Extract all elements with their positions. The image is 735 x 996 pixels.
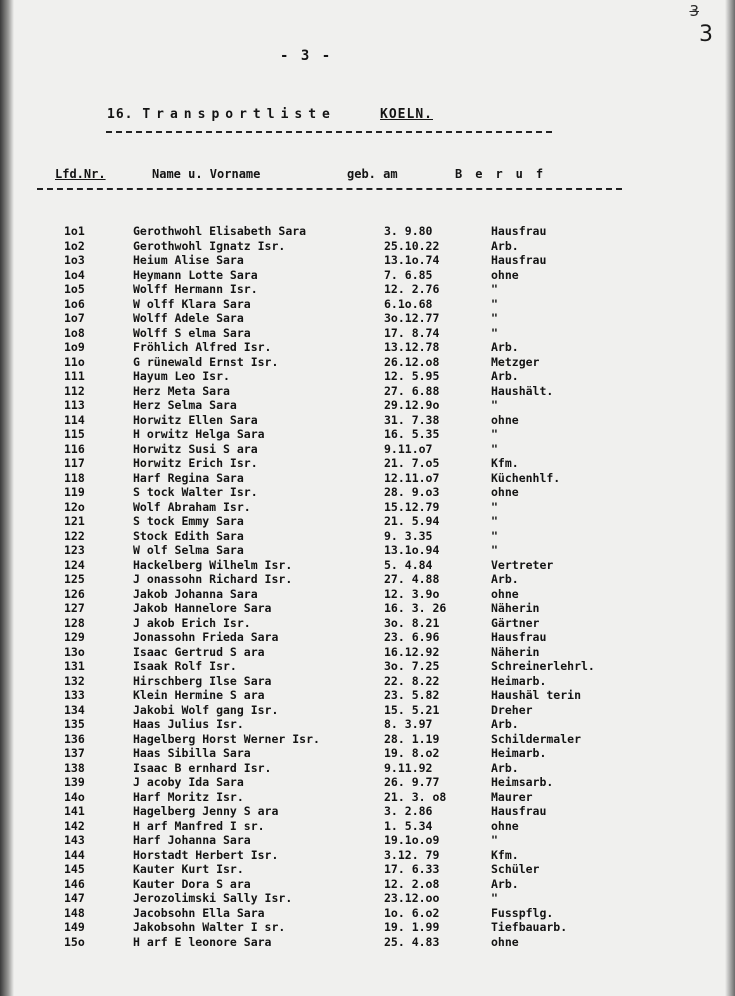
row-birth-date: 12. 3.9o bbox=[384, 586, 440, 601]
list-row bbox=[0, 761, 735, 776]
row-number: 128 bbox=[64, 615, 85, 630]
row-birth-date: 12. 5.95 bbox=[384, 369, 440, 383]
row-number: 142 bbox=[64, 818, 85, 833]
row-birth-date: 15. 5.21 bbox=[384, 702, 440, 717]
row-birth-date: 9. 3.35 bbox=[384, 528, 433, 543]
row-birth-date: 13.12.78 bbox=[384, 340, 440, 354]
row-occupation: Arb. bbox=[491, 340, 519, 354]
row-number: 1o1 bbox=[64, 224, 85, 238]
row-number: 1o4 bbox=[64, 267, 85, 282]
row-number: 13o bbox=[64, 644, 85, 659]
row-name: Wolff S elma Sara bbox=[133, 325, 251, 340]
row-name: H orwitz Helga Sara bbox=[133, 427, 265, 441]
row-birth-date: 3. 9.80 bbox=[384, 224, 433, 238]
list-row bbox=[0, 311, 735, 326]
row-name: Isaac B ernhard Isr. bbox=[133, 760, 272, 775]
list-row bbox=[0, 659, 735, 674]
row-occupation: Arb. bbox=[491, 717, 519, 731]
row-name: Jonassohn Frieda Sara bbox=[133, 630, 279, 644]
row-birth-date: 16.12.92 bbox=[384, 644, 440, 659]
row-number: 126 bbox=[64, 586, 85, 601]
row-birth-date: 3. 2.86 bbox=[384, 804, 433, 818]
list-row bbox=[0, 717, 735, 732]
list-row bbox=[0, 645, 735, 660]
row-name: Jakobsohn Walter I sr. bbox=[133, 920, 286, 934]
list-row bbox=[0, 848, 735, 863]
row-number: 117 bbox=[64, 456, 85, 470]
list-row bbox=[0, 674, 735, 689]
row-number: 118 bbox=[64, 470, 85, 485]
row-number: 134 bbox=[64, 702, 85, 717]
row-number: 138 bbox=[64, 760, 85, 775]
list-row bbox=[0, 369, 735, 384]
row-occupation: " bbox=[491, 311, 498, 325]
row-name: Isaac Gertrud S ara bbox=[133, 644, 265, 659]
row-occupation: " bbox=[491, 325, 498, 340]
row-name: Heium Alise Sara bbox=[133, 253, 244, 267]
row-name: J akob Erich Isr. bbox=[133, 615, 251, 630]
row-birth-date: 17. 8.74 bbox=[384, 325, 440, 340]
list-row bbox=[0, 485, 735, 500]
row-name: Herz Selma Sara bbox=[133, 398, 237, 412]
row-birth-date: 19. 8.o2 bbox=[384, 746, 440, 760]
list-row bbox=[0, 587, 735, 602]
row-birth-date: 12.11.o7 bbox=[384, 470, 440, 485]
row-number: 11o bbox=[64, 354, 85, 369]
list-row bbox=[0, 804, 735, 819]
row-occupation: Vertreter bbox=[491, 557, 554, 572]
row-number: 12o bbox=[64, 499, 85, 514]
row-name: G rünewald Ernst Isr. bbox=[133, 354, 279, 369]
document-title bbox=[107, 107, 433, 122]
row-name: Fröhlich Alfred Isr. bbox=[133, 340, 272, 354]
row-number: 137 bbox=[64, 746, 85, 760]
list-row bbox=[0, 703, 735, 718]
row-name: Jacobsohn Ella Sara bbox=[133, 905, 265, 920]
row-number: 125 bbox=[64, 572, 85, 586]
handwritten-page-number: 3 bbox=[699, 22, 713, 47]
row-number: 124 bbox=[64, 557, 85, 572]
row-occupation: Heimarb. bbox=[491, 746, 547, 760]
row-occupation: Hausfrau bbox=[491, 630, 547, 644]
list-row bbox=[0, 340, 735, 355]
row-name: Hagelberg Horst Werner Isr. bbox=[133, 731, 320, 746]
row-birth-date: 3o. 8.21 bbox=[384, 615, 440, 630]
list-row bbox=[0, 746, 735, 761]
row-occupation: Kfm. bbox=[491, 847, 519, 862]
list-row bbox=[0, 862, 735, 877]
row-birth-date: 8. 3.97 bbox=[384, 717, 433, 731]
row-birth-date: 31. 7.38 bbox=[384, 412, 440, 427]
header-rule bbox=[37, 188, 622, 190]
row-name: Haas Sibilla Sara bbox=[133, 746, 251, 760]
row-name: Horwitz Erich Isr. bbox=[133, 456, 258, 470]
row-name: Hagelberg Jenny S ara bbox=[133, 804, 279, 818]
row-birth-date: 3.12. 79 bbox=[384, 847, 440, 862]
row-occupation: ohne bbox=[491, 934, 519, 949]
row-occupation: Haushäl terin bbox=[491, 688, 582, 702]
row-occupation: ohne bbox=[491, 818, 519, 833]
list-row bbox=[0, 819, 735, 834]
row-name: H arf E leonore Sara bbox=[133, 934, 272, 949]
list-row bbox=[0, 456, 735, 471]
row-birth-date: 21. 3. o8 bbox=[384, 789, 447, 804]
row-occupation: ohne bbox=[491, 412, 519, 427]
row-birth-date: 12. 2.76 bbox=[384, 282, 440, 296]
row-birth-date: 22. 8.22 bbox=[384, 673, 440, 688]
row-occupation: Näherin bbox=[491, 601, 540, 615]
row-occupation: Gärtner bbox=[491, 615, 540, 630]
list-row bbox=[0, 239, 735, 254]
list-row bbox=[0, 442, 735, 457]
row-number: 1o5 bbox=[64, 282, 85, 296]
row-birth-date: 3o. 7.25 bbox=[384, 659, 440, 673]
title-number: 16. bbox=[107, 107, 134, 122]
row-name: Horwitz Ellen Sara bbox=[133, 412, 258, 427]
header-geb-am: geb. am bbox=[347, 167, 398, 181]
list-row bbox=[0, 413, 735, 428]
row-number: 141 bbox=[64, 804, 85, 818]
list-row bbox=[0, 906, 735, 921]
list-row bbox=[0, 732, 735, 747]
row-occupation: Arb. bbox=[491, 369, 519, 383]
list-row bbox=[0, 601, 735, 616]
list-row bbox=[0, 790, 735, 805]
row-birth-date: 16. 3. 26 bbox=[384, 601, 447, 615]
row-birth-date: 23. 5.82 bbox=[384, 688, 440, 702]
row-occupation: " bbox=[491, 528, 498, 543]
row-occupation: Dreher bbox=[491, 702, 533, 717]
list-row bbox=[0, 514, 735, 529]
row-birth-date: 26.12.o8 bbox=[384, 354, 440, 369]
row-birth-date: 25. 4.83 bbox=[384, 934, 440, 949]
row-name: Hirschberg Ilse Sara bbox=[133, 673, 272, 688]
row-number: 113 bbox=[64, 398, 85, 412]
row-name: Gerothwohl Ignatz Isr. bbox=[133, 238, 286, 253]
row-number: 136 bbox=[64, 731, 85, 746]
row-name: Jerozolimski Sally Isr. bbox=[133, 891, 293, 905]
row-name: H arf Manfred I sr. bbox=[133, 818, 265, 833]
row-number: 119 bbox=[64, 485, 85, 499]
row-occupation: Arb. bbox=[491, 760, 519, 775]
row-occupation: " bbox=[491, 427, 498, 441]
row-birth-date: 9.11.92 bbox=[384, 760, 433, 775]
list-row bbox=[0, 558, 735, 573]
row-number: 1o2 bbox=[64, 238, 85, 253]
row-occupation: Schildermaler bbox=[491, 731, 582, 746]
list-row bbox=[0, 630, 735, 645]
header-name: Name u. Vorname bbox=[152, 167, 261, 181]
row-name: Wolff Hermann Isr. bbox=[133, 282, 258, 296]
row-name: W olff Klara Sara bbox=[133, 296, 251, 311]
row-occupation: Haushält. bbox=[491, 383, 554, 398]
row-number: 1o3 bbox=[64, 253, 85, 267]
list-row bbox=[0, 891, 735, 906]
row-number: 133 bbox=[64, 688, 85, 702]
row-name: J onassohn Richard Isr. bbox=[133, 572, 293, 586]
list-row bbox=[0, 688, 735, 703]
row-name: Horstadt Herbert Isr. bbox=[133, 847, 279, 862]
row-name: Klein Hermine S ara bbox=[133, 688, 265, 702]
row-name: Heymann Lotte Sara bbox=[133, 267, 258, 282]
header-beruf: Beruf bbox=[455, 167, 557, 181]
row-occupation: Heimarb. bbox=[491, 673, 547, 688]
row-birth-date: 28. 9.o3 bbox=[384, 485, 440, 499]
row-birth-date: 16. 5.35 bbox=[384, 427, 440, 441]
header-lfd-nr: Lfd.Nr. bbox=[55, 167, 106, 181]
row-occupation: Heimsarb. bbox=[491, 775, 554, 789]
row-name: Harf Regina Sara bbox=[133, 470, 244, 485]
row-number: 115 bbox=[64, 427, 85, 441]
row-name: Stock Edith Sara bbox=[133, 528, 244, 543]
row-occupation: Hausfrau bbox=[491, 224, 547, 238]
row-occupation: Maurer bbox=[491, 789, 533, 804]
row-name: Kauter Kurt Isr. bbox=[133, 862, 244, 876]
row-number: 131 bbox=[64, 659, 85, 673]
row-number: 139 bbox=[64, 775, 85, 789]
row-birth-date: 29.12.9o bbox=[384, 398, 440, 412]
row-name: J acoby Ida Sara bbox=[133, 775, 244, 789]
row-birth-date: 17. 6.33 bbox=[384, 862, 440, 876]
row-number: 121 bbox=[64, 514, 85, 528]
row-birth-date: 1. 5.34 bbox=[384, 818, 433, 833]
row-occupation: " bbox=[491, 499, 498, 514]
row-name: W olf Selma Sara bbox=[133, 543, 244, 557]
row-name: Hackelberg Wilhelm Isr. bbox=[133, 557, 293, 572]
transport-list bbox=[0, 224, 735, 949]
list-row bbox=[0, 529, 735, 544]
row-birth-date: 23.12.oo bbox=[384, 891, 440, 905]
row-name: Jakob Hannelore Sara bbox=[133, 601, 272, 615]
row-occupation: " bbox=[491, 282, 498, 296]
row-name: Jakob Johanna Sara bbox=[133, 586, 258, 601]
row-number: 1o9 bbox=[64, 340, 85, 354]
row-birth-date: 23. 6.96 bbox=[384, 630, 440, 644]
row-birth-date: 27. 6.88 bbox=[384, 383, 440, 398]
row-number: 1o8 bbox=[64, 325, 85, 340]
struck-page-number: 3 bbox=[689, 2, 699, 20]
row-birth-date: 5. 4.84 bbox=[384, 557, 433, 572]
row-birth-date: 28. 1.19 bbox=[384, 731, 440, 746]
row-number: 114 bbox=[64, 412, 85, 427]
row-name: Isaak Rolf Isr. bbox=[133, 659, 237, 673]
row-occupation: Küchenhlf. bbox=[491, 470, 561, 485]
row-occupation: " bbox=[491, 833, 498, 847]
list-row bbox=[0, 224, 735, 239]
list-row bbox=[0, 572, 735, 587]
row-name: Harf Johanna Sara bbox=[133, 833, 251, 847]
row-name: S tock Walter Isr. bbox=[133, 485, 258, 499]
list-row bbox=[0, 427, 735, 442]
list-row bbox=[0, 775, 735, 790]
row-name: Kauter Dora S ara bbox=[133, 876, 251, 891]
row-number: 111 bbox=[64, 369, 85, 383]
row-occupation: ohne bbox=[491, 586, 519, 601]
row-birth-date: 19. 1.99 bbox=[384, 920, 440, 934]
row-occupation: Metzger bbox=[491, 354, 540, 369]
list-row bbox=[0, 471, 735, 486]
row-number: 146 bbox=[64, 876, 85, 891]
row-occupation: Arb. bbox=[491, 238, 519, 253]
title-label: Transportliste bbox=[142, 107, 336, 122]
list-row bbox=[0, 268, 735, 283]
row-birth-date: 1o. 6.o2 bbox=[384, 905, 440, 920]
row-birth-date: 21. 5.94 bbox=[384, 514, 440, 528]
row-number: 116 bbox=[64, 441, 85, 456]
row-occupation: " bbox=[491, 398, 498, 412]
row-number: 14o bbox=[64, 789, 85, 804]
row-number: 149 bbox=[64, 920, 85, 934]
row-number: 1o7 bbox=[64, 311, 85, 325]
row-birth-date: 26. 9.77 bbox=[384, 775, 440, 789]
row-number: 147 bbox=[64, 891, 85, 905]
row-occupation: Hausfrau bbox=[491, 253, 547, 267]
row-name: Haas Julius Isr. bbox=[133, 717, 244, 731]
row-name: S tock Emmy Sara bbox=[133, 514, 244, 528]
row-occupation: ohne bbox=[491, 267, 519, 282]
list-row bbox=[0, 833, 735, 848]
row-name: Harf Moritz Isr. bbox=[133, 789, 244, 804]
list-row bbox=[0, 500, 735, 515]
row-occupation: " bbox=[491, 441, 498, 456]
row-occupation: Näherin bbox=[491, 644, 540, 659]
list-row bbox=[0, 543, 735, 558]
list-row bbox=[0, 920, 735, 935]
row-occupation: Arb. bbox=[491, 572, 519, 586]
list-row bbox=[0, 384, 735, 399]
row-occupation: Schüler bbox=[491, 862, 540, 876]
row-occupation: ohne bbox=[491, 485, 519, 499]
row-occupation: " bbox=[491, 296, 498, 311]
row-number: 129 bbox=[64, 630, 85, 644]
title-city: KOELN. bbox=[380, 107, 433, 122]
list-row bbox=[0, 877, 735, 892]
row-occupation: " bbox=[491, 891, 498, 905]
row-occupation: Tiefbauarb. bbox=[491, 920, 568, 934]
row-number: 148 bbox=[64, 905, 85, 920]
row-occupation: Schreinerlehrl. bbox=[491, 659, 595, 673]
row-birth-date: 25.10.22 bbox=[384, 238, 440, 253]
list-row bbox=[0, 398, 735, 413]
list-row bbox=[0, 253, 735, 268]
row-name: Herz Meta Sara bbox=[133, 383, 230, 398]
row-birth-date: 15.12.79 bbox=[384, 499, 440, 514]
row-occupation: " bbox=[491, 543, 498, 557]
row-name: Jakobi Wolf gang Isr. bbox=[133, 702, 279, 717]
row-number: 1o6 bbox=[64, 296, 85, 311]
row-name: Horwitz Susi S ara bbox=[133, 441, 258, 456]
row-birth-date: 6.1o.68 bbox=[384, 296, 433, 311]
row-birth-date: 13.1o.94 bbox=[384, 543, 440, 557]
row-occupation: Kfm. bbox=[491, 456, 519, 470]
row-occupation: Hausfrau bbox=[491, 804, 547, 818]
row-number: 15o bbox=[64, 934, 85, 949]
row-number: 127 bbox=[64, 601, 85, 615]
row-name: Wolff Adele Sara bbox=[133, 311, 244, 325]
list-row bbox=[0, 326, 735, 341]
row-birth-date: 9.11.o7 bbox=[384, 441, 433, 456]
row-occupation: " bbox=[491, 514, 498, 528]
list-row bbox=[0, 282, 735, 297]
row-birth-date: 13.1o.74 bbox=[384, 253, 440, 267]
row-name: Gerothwohl Elisabeth Sara bbox=[133, 224, 307, 238]
row-birth-date: 7. 6.85 bbox=[384, 267, 433, 282]
row-number: 112 bbox=[64, 383, 85, 398]
row-number: 122 bbox=[64, 528, 85, 543]
row-birth-date: 3o.12.77 bbox=[384, 311, 440, 325]
list-row bbox=[0, 355, 735, 370]
row-birth-date: 27. 4.88 bbox=[384, 572, 440, 586]
row-number: 123 bbox=[64, 543, 85, 557]
list-row bbox=[0, 935, 735, 950]
list-row bbox=[0, 616, 735, 631]
row-name: Hayum Leo Isr. bbox=[133, 369, 230, 383]
row-occupation: Fusspflg. bbox=[491, 905, 554, 920]
row-number: 144 bbox=[64, 847, 85, 862]
row-occupation: Arb. bbox=[491, 876, 519, 891]
row-birth-date: 12. 2.o8 bbox=[384, 876, 440, 891]
row-birth-date: 21. 7.o5 bbox=[384, 456, 440, 470]
row-name: Wolf Abraham Isr. bbox=[133, 499, 251, 514]
row-birth-date: 19.1o.o9 bbox=[384, 833, 440, 847]
row-number: 132 bbox=[64, 673, 85, 688]
row-number: 145 bbox=[64, 862, 85, 876]
page-marker: - 3 - bbox=[280, 48, 333, 64]
list-row bbox=[0, 297, 735, 312]
title-rule bbox=[106, 131, 552, 133]
row-number: 143 bbox=[64, 833, 85, 847]
row-number: 135 bbox=[64, 717, 85, 731]
